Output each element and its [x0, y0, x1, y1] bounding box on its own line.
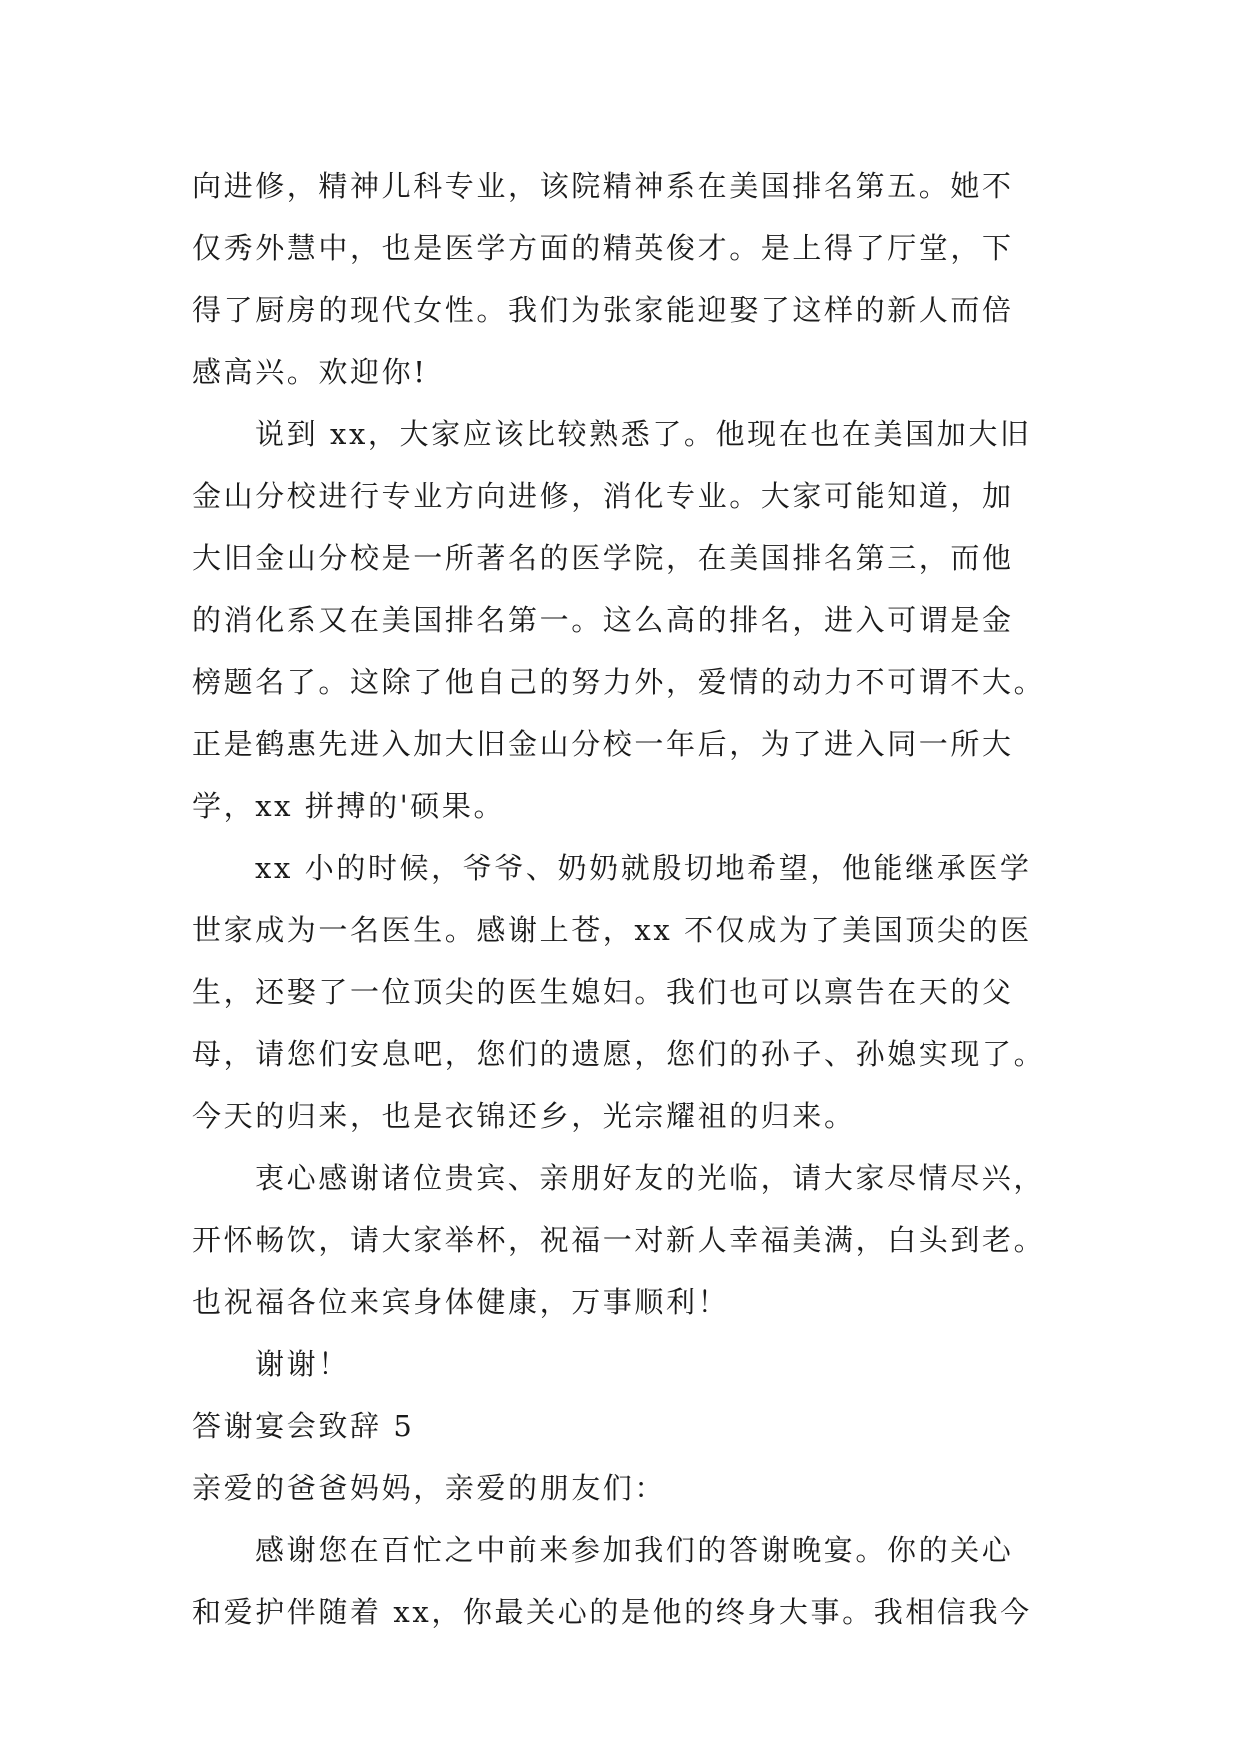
- text-line: 金山分校进行专业方向进修，消化专业。大家可能知道，加: [192, 479, 1014, 513]
- text-line: 和爱护伴随着 xx，你最关心的是他的终身大事。我相信我今: [192, 1595, 1032, 1629]
- document-body: [192, 155, 1054, 1643]
- text-line: 正是鹤惠先进入加大旧金山分校一年后，为了进入同一所大: [192, 727, 1014, 761]
- text-line: 的消化系又在美国排名第一。这么高的排名，进入可谓是金: [192, 603, 1014, 637]
- text-line: 感高兴。欢迎你!: [192, 355, 428, 389]
- text-line: 仅秀外慧中，也是医学方面的精英俊才。是上得了厅堂，下: [192, 231, 1014, 265]
- text-line: 母，请您们安息吧，您们的遗愿，您们的孙子、孙媳实现了。: [192, 1037, 1046, 1071]
- paragraph-start-line: 说到 xx，大家应该比较熟悉了。他现在也在美国加大旧: [255, 417, 1032, 451]
- text-line: 大旧金山分校是一所著名的医学院，在美国排名第三，而他: [192, 541, 1014, 575]
- text-line: 世家成为一名医生。感谢上苍，xx 不仅成为了美国顶尖的医: [192, 913, 1032, 947]
- thanks-line: 谢谢！: [255, 1347, 350, 1381]
- text-line: 开怀畅饮，请大家举杯，祝福一对新人幸福美满，白头到老。: [192, 1223, 1046, 1257]
- text-line: 向进修，精神儿科专业，该院精神系在美国排名第五。她不: [192, 169, 1014, 203]
- text-line: 今天的归来，也是衣锦还乡，光宗耀祖的归来。: [192, 1099, 856, 1133]
- text-line: 得了厨房的现代女性。我们为张家能迎娶了这样的新人而倍: [192, 293, 1014, 327]
- paragraph-start-line: xx 小的时候，爷爷、奶奶就殷切地希望，他能继承医学: [255, 851, 1032, 885]
- section-heading: 答谢宴会致辞 5: [192, 1409, 415, 1443]
- text-line: 学，xx 拼搏的'硕果。: [192, 789, 506, 823]
- salutation-line: 亲爱的爸爸妈妈，亲爱的朋友们：: [192, 1471, 667, 1505]
- paragraph-start-line: 衷心感谢诸位贵宾、亲朋好友的光临，请大家尽情尽兴，: [255, 1161, 1046, 1195]
- text-line: 生，还娶了一位顶尖的医生媳妇。我们也可以禀告在天的父: [192, 975, 1014, 1009]
- text-line: 也祝福各位来宾身体健康，万事顺利！: [192, 1285, 730, 1319]
- paragraph-start-line: 感谢您在百忙之中前来参加我们的答谢晚宴。你的关心: [255, 1533, 1014, 1567]
- text-line: 榜题名了。这除了他自己的努力外，爱情的动力不可谓不大。: [192, 665, 1046, 699]
